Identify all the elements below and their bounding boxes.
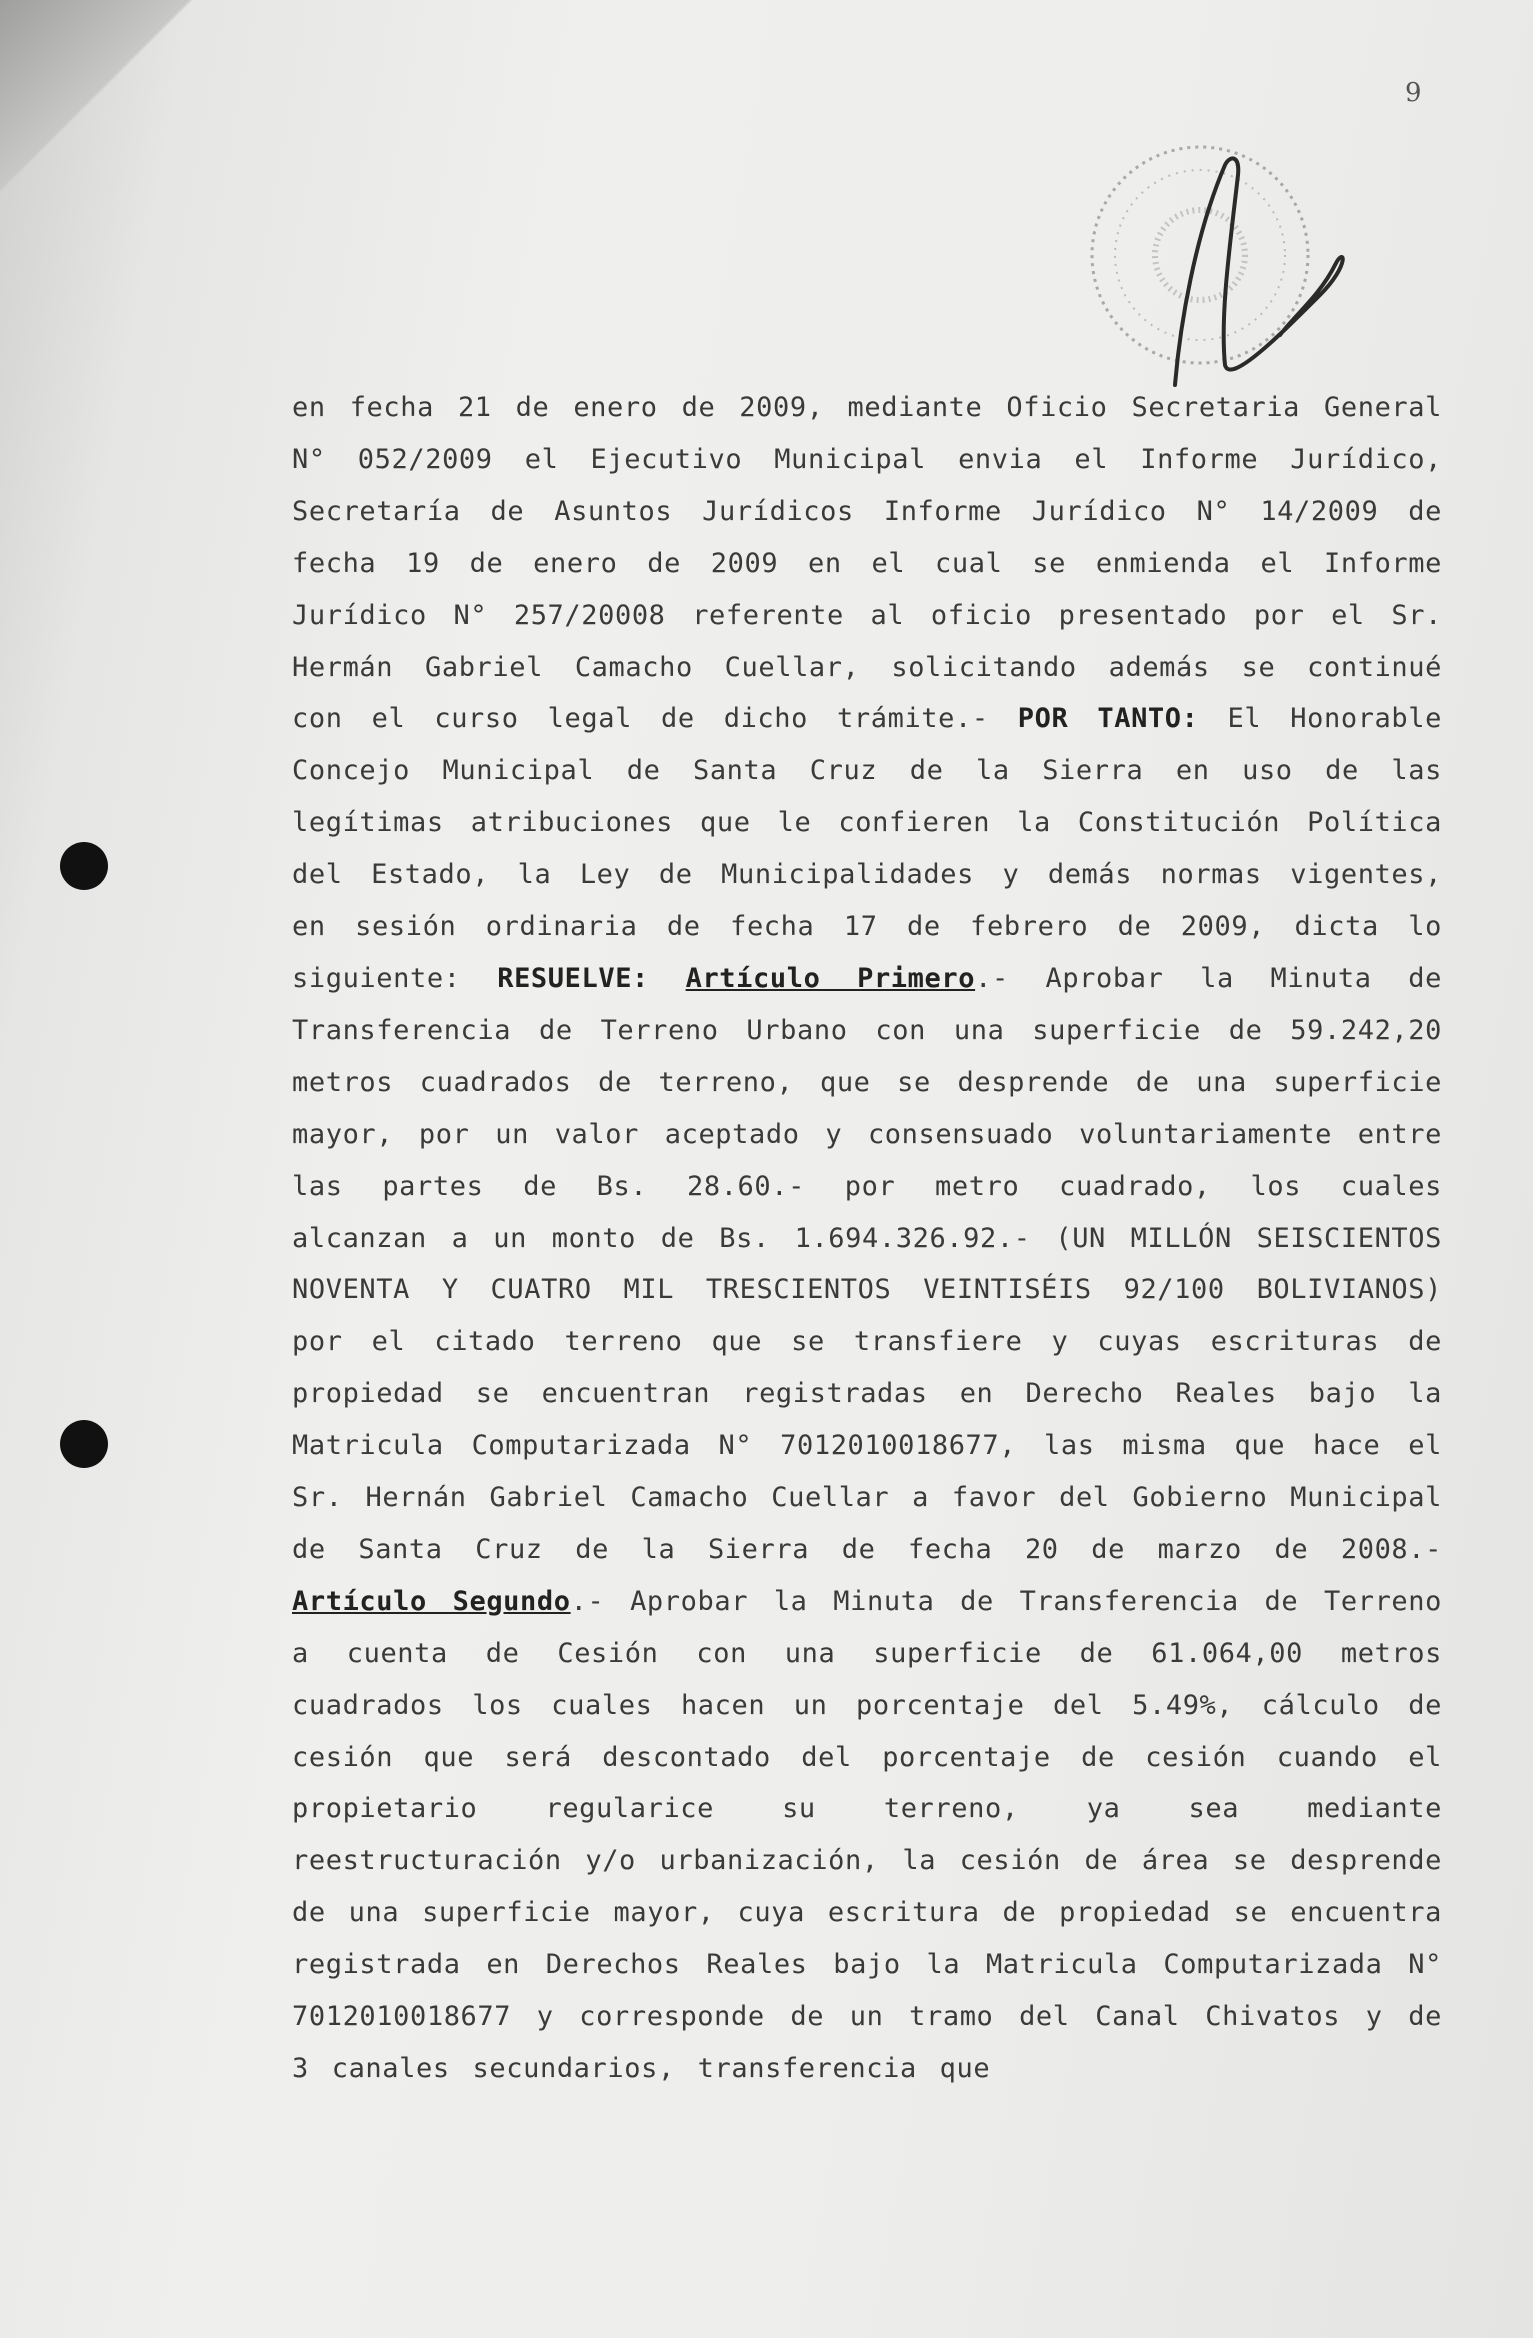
article-first-heading: Artículo Primero (685, 962, 976, 994)
paragraph-background: en fecha 21 de enero de 2009, mediante Oficio Secretaria General N° 052/2009 el Ejecutivo Municipal envia el Informe Jurídico, Secretaría de Asuntos Jurídicos Informe Jurídico N° 14/2009 de fecha 19 de enero de 2009 en el cual se enmienda el Informe Jurídico N° 257/20008 referente al oficio presentado por el Sr. Hermán Gabriel Camacho Cuellar, solicitando además se continué con el curso legal de dicho trámite.- (292, 392, 1442, 735)
por-tanto-label: POR TANTO: (1017, 703, 1199, 735)
resolution-body-text (292, 382, 1442, 2095)
article-first-text: .- Aprobar la Minuta de Transferencia de Terreno Urbano con una superficie de 59.242,20 metros cuadrados de terreno, que se desprende de una superficie mayor, por un valor aceptado y consensuado voluntariamente entre las partes de Bs. 28.60.- por metro cuadrado, los cuales alcanzan a un monto de Bs. 1.694.326.92.- (UN MILLÓN SEISCIENTOS NOVENTA Y CUATRO MIL TRESCIENTOS VEINTISÉIS 92/100 BOLIVIANOS) por el citado terreno que se transfiere y cuyas escrituras de propiedad se encuentran registradas en Derecho Reales bajo la Matricula Computarizada N° 7012010018677, las misma que hace el Sr. Hernán Gabriel Camacho Cuellar a favor del Gobierno Municipal de Santa Cruz de la Sierra de fecha 20 de marzo de 2008.- (292, 962, 1442, 1565)
page-number: 9 (1405, 78, 1422, 108)
article-second-heading: Artículo Segundo (292, 1585, 571, 1617)
page-corner-fold (0, 0, 210, 210)
punch-hole-upper (60, 842, 108, 890)
circular-seal-with-signature-icon (1080, 125, 1360, 405)
resuelve-label: RESUELVE: (497, 962, 649, 994)
paragraph-council: El Honorable Concejo Municipal de Santa Cruz de la Sierra en uso de las legítimas atribuciones que le confieren la Constitución Política del Estado, la Ley de Municipalidades y demás normas vigentes, en sesión ordinaria de fecha 17 de febrero de 2009, dicta lo siguiente: (292, 703, 1442, 994)
punch-hole-lower (60, 1420, 108, 1468)
article-second-text: .- Aprobar la Minuta de Transferencia de Terreno a cuenta de Cesión con una superficie de 61.064,00 metros cuadrados los cuales hacen un porcentaje del 5.49%, cálculo de cesión que será descontado del porcentaje de cesión cuando el propietario regularice su terreno, ya sea mediante reestructuración y/o urbanización, la cesión de área se desprende de una superficie mayor, cuya escritura de propiedad se encuentra registrada en Derechos Reales bajo la Matricula Computarizada N° 7012010018677 y corresponde de un tramo del Canal Chivatos y de 3 canales secundarios, transferencia que (292, 1585, 1442, 2084)
